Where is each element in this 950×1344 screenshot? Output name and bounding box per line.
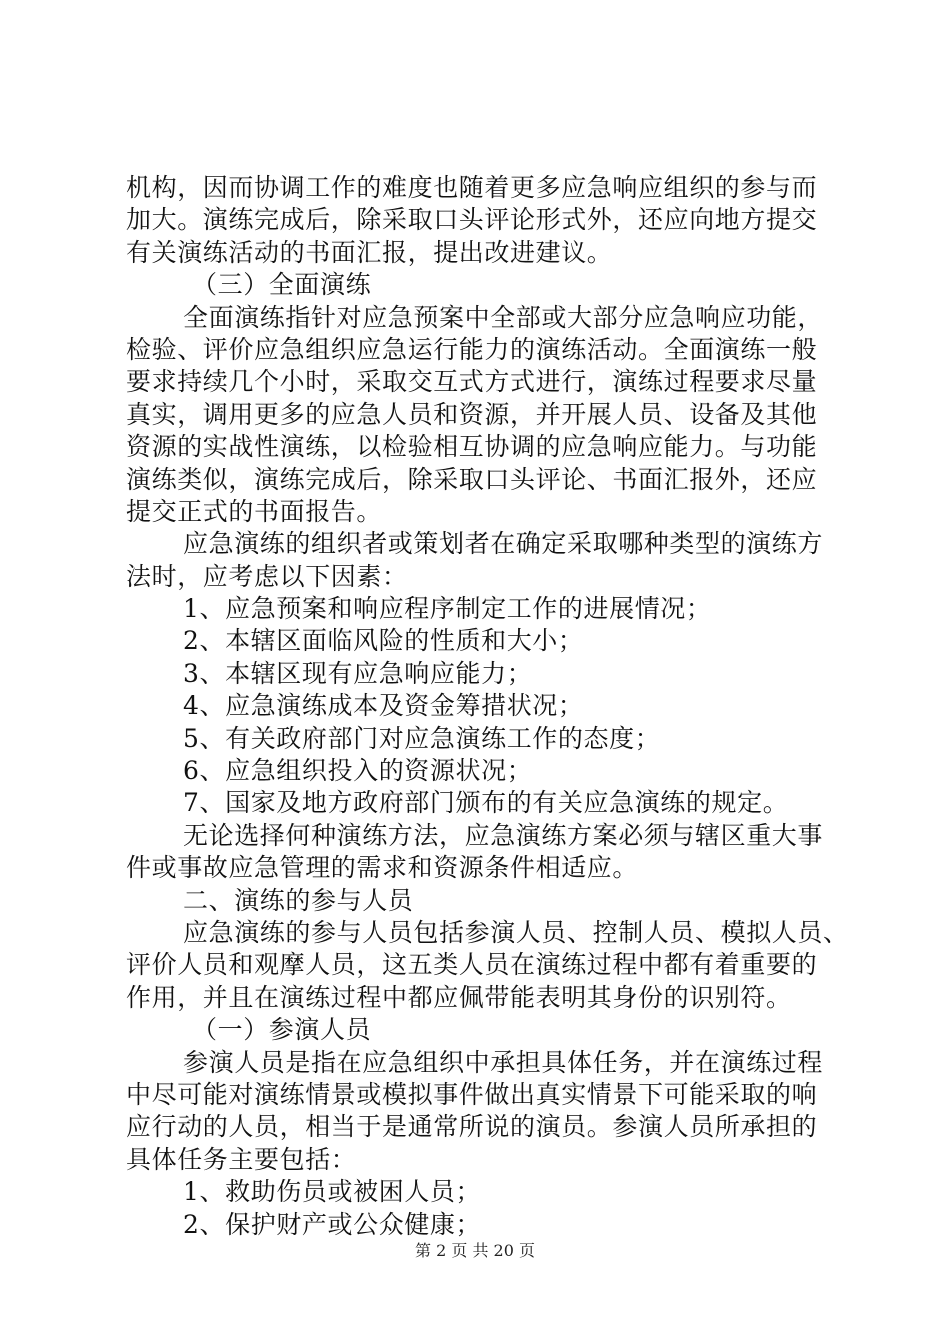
text-line: 4、应急演练成本及资金筹措状况； xyxy=(183,691,584,721)
text-line: 要求持续几个小时，采取交互式方式进行，演练过程要求尽量 xyxy=(126,367,818,397)
document-body xyxy=(126,172,849,1241)
text-line: 1、应急预案和响应程序制定工作的进展情况； xyxy=(183,594,712,624)
text-line: 资源的实战性演练，以检验相互协调的应急响应能力。与功能 xyxy=(126,432,818,462)
text-line: 提交正式的书面报告。 xyxy=(126,496,383,526)
text-line: 5、有关政府部门对应急演练工作的态度； xyxy=(183,723,661,753)
text-line: （一）参演人员 xyxy=(192,1015,372,1045)
text-line: 评价人员和观摩人员，这五类人员在演练过程中都有着重要的 xyxy=(126,950,818,980)
text-line: 应急演练的参与人员包括参演人员、控制人员、模拟人员、 xyxy=(183,917,849,947)
text-line: 7、国家及地方政府部门颁布的有关应急演练的规定。 xyxy=(183,788,789,818)
text-line: 演练类似，演练完成后，除采取口头评论、书面汇报外，还应 xyxy=(126,464,818,494)
text-line: 作用，并且在演练过程中都应佩带能表明其身份的识别符。 xyxy=(126,982,792,1012)
text-line: （三）全面演练 xyxy=(192,270,372,300)
text-line: 3、本辖区现有应急响应能力； xyxy=(183,658,533,688)
text-line: 无论选择何种演练方法，应急演练方案必须与辖区重大事 xyxy=(183,820,824,850)
text-line: 件或事故应急管理的需求和资源条件相适应。 xyxy=(126,853,639,883)
text-line: 加大。演练完成后，除采取口头评论形式外，还应向地方提交 xyxy=(126,205,818,235)
text-line: 二、演练的参与人员 xyxy=(183,885,414,915)
page-footer: 第 2 页 共 20 页 xyxy=(415,1241,535,1260)
text-line: 应急演练的组织者或策划者在确定采取哪种类型的演练方 xyxy=(183,529,824,559)
text-line: 中尽可能对演练情景或模拟事件做出真实情景下可能采取的响 xyxy=(126,1079,818,1109)
text-line: 机构，因而协调工作的难度也随着更多应急响应组织的参与而 xyxy=(126,173,818,202)
text-line: 检验、评价应急组织应急运行能力的演练活动。全面演练一般 xyxy=(126,334,818,364)
text-line: 全面演练指针对应急预案中全部或大部分应急响应功能， xyxy=(183,302,824,332)
text-line: 具体任务主要包括： xyxy=(126,1144,357,1174)
text-line: 参演人员是指在应急组织中承担具体任务，并在演练过程 xyxy=(183,1047,824,1077)
text-line: 有关演练活动的书面汇报，提出改进建议。 xyxy=(126,237,613,267)
text-line: 2、本辖区面临风险的性质和大小； xyxy=(183,626,584,656)
text-line: 法时，应考虑以下因素： xyxy=(126,561,408,591)
text-line: 2、保护财产或公众健康； xyxy=(183,1209,482,1239)
text-line: 1、救助伤员或被困人员； xyxy=(183,1177,482,1207)
text-line: 真实，调用更多的应急人员和资源，并开展人员、设备及其他 xyxy=(126,399,818,429)
text-line: 6、应急组织投入的资源状况； xyxy=(183,756,533,786)
text-line: 应行动的人员，相当于是通常所说的演员。参演人员所承担的 xyxy=(126,1112,818,1142)
